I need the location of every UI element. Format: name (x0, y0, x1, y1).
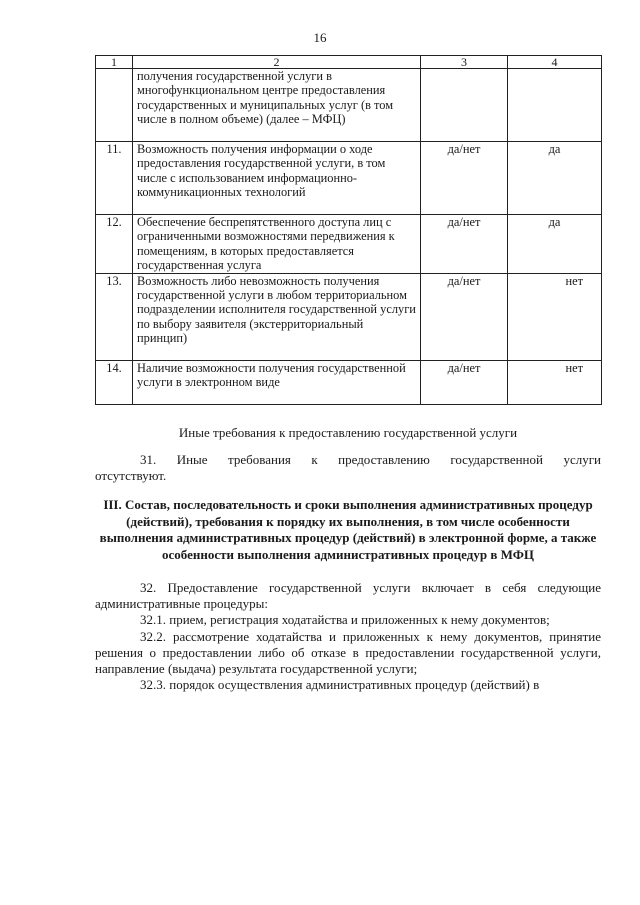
paragraph-31-line2: отсутствуют. (95, 468, 167, 483)
table-row (96, 215, 602, 274)
row-options: да/нет (421, 360, 508, 404)
body-text (95, 580, 601, 693)
paragraph-32-2: 32.2. рассмотрение ходатайства и приложенных к нему документов, принятие решения о предоставлении либо об отказе в предоставлении государственной услуги, направление (выдача) результата государственной услуги; (95, 628, 601, 677)
table-row (96, 360, 602, 404)
row-options: да/нет (421, 273, 508, 360)
section-title: III. Состав, последовательность и сроки выполнения административных процедур (действий), требования к порядку их выполнения, в том числе особенности выполнения административных процедур (действий) в электронной форме, а также особенности выполнения административных процедур в МФЦ (99, 497, 597, 562)
row-text: Обеспечение беспрепятственного доступа лиц с ограниченными возможностями передвижения к помещениям, в которых предоставляется государственная услуга (133, 215, 421, 274)
paragraph-32: 32. Предоставление государственной услуги включает в себя следующие административные процедуры: (95, 580, 601, 612)
row-value: да (508, 215, 602, 274)
row-value: нет (508, 360, 602, 404)
column-header: 1 (96, 56, 133, 69)
paragraph-32-3: 32.3. порядок осуществления административных процедур (действий) в (140, 677, 540, 693)
paragraph-31-line1: 31. Иные требования к предоставлению государственной услуги (140, 452, 601, 467)
row-number (96, 69, 133, 142)
page-number: 16 (313, 30, 327, 45)
row-text: получения государственной услуги в многофункциональном центре предоставления государственных и муниципальных услуг (в том числе в полном объеме) (далее – МФЦ) (133, 69, 421, 142)
row-number: 12. (96, 215, 133, 274)
other-requirements-heading: Иные требования к предоставлению государственной услуги (178, 425, 518, 440)
row-number: 13. (96, 273, 133, 360)
requirements-table (95, 55, 602, 405)
row-options: да/нет (421, 142, 508, 215)
row-value (508, 69, 602, 142)
row-text: Наличие возможности получения государственной услуги в электронном виде (133, 360, 421, 404)
column-header: 2 (133, 56, 421, 69)
row-text: Возможность получения информации о ходе предоставления государственной услуги, в том числе с использованием информационно-коммуникационных технологий (133, 142, 421, 215)
column-header: 3 (421, 56, 508, 69)
column-header: 4 (508, 56, 602, 69)
table-row (96, 69, 602, 142)
row-value: нет (508, 273, 602, 360)
table-row (96, 273, 602, 360)
paragraph-32-1: 32.1. прием, регистрация ходатайства и приложенных к нему документов; (140, 612, 550, 628)
row-options (421, 69, 508, 142)
row-text: Возможность либо невозможность получения государственной услуги в любом территориальном подразделении исполнителя государственной услуги по выбору заявителя (экстерриториальный принцип) (133, 273, 421, 360)
paragraph-31 (95, 452, 601, 484)
row-number: 11. (96, 142, 133, 215)
row-value: да (508, 142, 602, 215)
table-row (96, 142, 602, 215)
row-options: да/нет (421, 215, 508, 274)
row-number: 14. (96, 360, 133, 404)
table-header-row (96, 56, 602, 69)
